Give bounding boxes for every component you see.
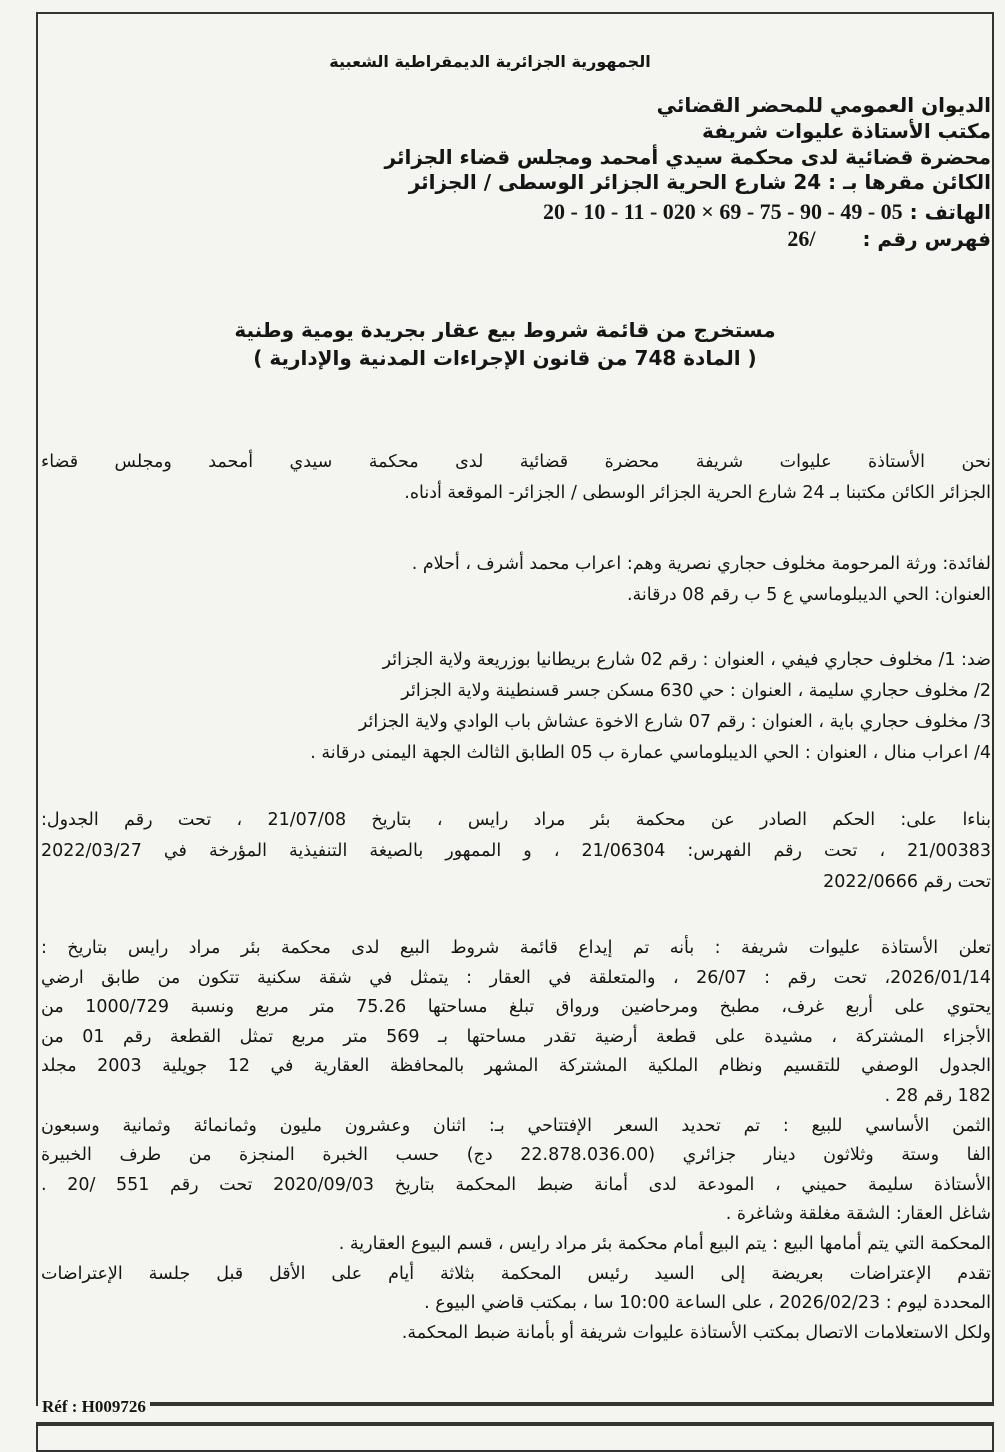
against-line: ضد: 1/ مخلوف حجاري فيفي ، العنوان : رقم 02 شارع بريطانيا بوزريعة ولاية الجزائر [382, 650, 991, 670]
phone-value: 20 - 10 - 11 - 020 × 69 - 75 - 90 - 49 - 05 [543, 199, 903, 224]
office-line: الديوان العمومي للمحضر القضائي [656, 93, 991, 117]
announcement-line: تقدم الإعتراضات بعريضة إلى السيد رئيس المحكمة بثلاثة أيام على الأقل قبل جلسة الإعتراضات [41, 1263, 991, 1284]
judgment-line: 21/00383 ، تحت رقم الفهرس: 21/06304 ، و الممهور بالصيغة التنفيذية المؤرخة في 2022/03/27 [41, 841, 991, 861]
judgment-line: بناءا على: الحكم الصادر عن محكمة بئر مراد رايس ، بتاريخ 21/07/08 ، تحت رقم الجدول: [41, 810, 992, 830]
announcement-line: الأستاذة سليمة حميني ، المودعة لدى أمانة ضبط المحكمة بتاريخ 2020/09/03 تحت رقم 551 /20 . [41, 1174, 991, 1195]
phone-line [543, 199, 991, 225]
announcement-line: تعلن الأستاذة عليوات شريفة : بأنه تم إيداع قائمة شروط البيع لدى محكمة بئر مراد رايس بتاريخ : [41, 938, 991, 958]
office-line: مكتب الأستاذة عليوات شريفة [701, 119, 991, 143]
office-line: الكائن مقرها بـ : 24 شارع الحرية الجزائر الوسطى / الجزائر [408, 170, 991, 194]
announcement-line: المحددة ليوم : 2026/02/23 ، على الساعة 10:00 سا ، بمكتب قاضي البيوع . [424, 1293, 991, 1314]
announcement-line: الفا وستة وثلاثون دينار جزائري (22.878.036.00 دج) حسب الخبرة المنجزة من طرف الخبيرة [41, 1145, 991, 1166]
next-notice-frame [36, 1422, 994, 1452]
announcement-line: يحتوي على أربع غرف، مطبخ ومرحاضين ورواق تبلغ مساحتها 75.26 متر مربع ونسبة 1000/729 من [41, 997, 991, 1018]
against-line: 4/ اعراب منال ، العنوان : الحي الديبلوماسي عمارة ب 05 الطابق الثالث الجهة اليمنى درقانة . [310, 743, 991, 763]
phone-label: الهاتف : [909, 200, 991, 224]
index-line [787, 226, 991, 252]
reference-number: Réf : H009726 [38, 1397, 150, 1417]
against-line: 3/ مخلوف حجاري باية ، العنوان : رقم 07 شارع الاخوة عشاش باب الوادي ولاية الجزائر [358, 712, 991, 732]
announcement-line: 182 رقم 28 . [884, 1086, 991, 1106]
office-line: محضرة قضائية لدى محكمة سيدي أمحمد ومجلس قضاء الجزائر [384, 145, 991, 169]
notice-subtitle: ( المادة 748 من قانون الإجراءات المدنية والإدارية ) [253, 346, 757, 370]
judgment-line: تحت رقم 2022/0666 [823, 872, 991, 892]
announcement-line: المحكمة التي يتم أمامها البيع : يتم البيع أمام محكمة بئر مراد رايس ، قسم البيوع العقارية . [338, 1234, 991, 1254]
announcement-line: الثمن الأساسي للبيع : تم تحديد السعر الإفتتاحي بـ: اثنان وعشرون مليون وثمانمائة وثمانية وسبعون [41, 1115, 991, 1136]
announcement-line: ولكل الاستعلامات الاتصال بمكتب الأستاذة عليوات شريفة أو بأمانة ضبط المحكمة. [401, 1322, 991, 1343]
announcement-line: 2026/01/14، تحت رقم : 26/07 ، والمتعلقة في العقار : يتمثل في شقة سكنية تتكون من طابق ارضي [41, 967, 991, 988]
intro-line: نحن الأستاذة عليوات شريفة محضرة قضائية لدى محكمة سيدي أمحمد ومجلس قضاء [41, 452, 991, 472]
index-value: 26/ [787, 226, 816, 251]
announcement-line: شاغل العقار: الشقة مغلقة وشاغرة . [725, 1204, 991, 1225]
notice-title: مستخرج من قائمة شروط بيع عقار بجريدة يومية وطنية [234, 318, 776, 342]
announcement-line: الأجزاء المشتركة ، مشيدة على قطعة أرضية تقدر مساحتها بـ 569 متر مربع تمثل القطعة رقم 01 من [41, 1026, 991, 1047]
against-line: 2/ مخلوف حجاري سليمة ، العنوان : حي 630 مسكن جسر قسنطينة ولاية الجزائر [401, 681, 991, 701]
intro-line: الجزائر الكائن مكتبنا بـ 24 شارع الحرية الجزائر الوسطى / الجزائر- الموقعة أدناه. [404, 483, 991, 503]
announcement-line: الجدول الوصفي للتقسيم ونظام الملكية المشتركة المشهر بالمحافظة العقارية في 12 جويلية 2003 مجلد [41, 1056, 992, 1077]
country-header: الجمهورية الجزائرية الديمقراطية الشعبية [329, 52, 651, 71]
beneficiary-line: العنوان: الحي الديبلوماسي ع 5 ب رقم 08 درقانة. [626, 585, 991, 605]
beneficiary-line: لفائدة: ورثة المرحومة مخلوف حجاري نصرية وهم: اعراب محمد أشرف ، أحلام . [411, 554, 991, 574]
index-label: فهرس رقم : [862, 227, 991, 251]
